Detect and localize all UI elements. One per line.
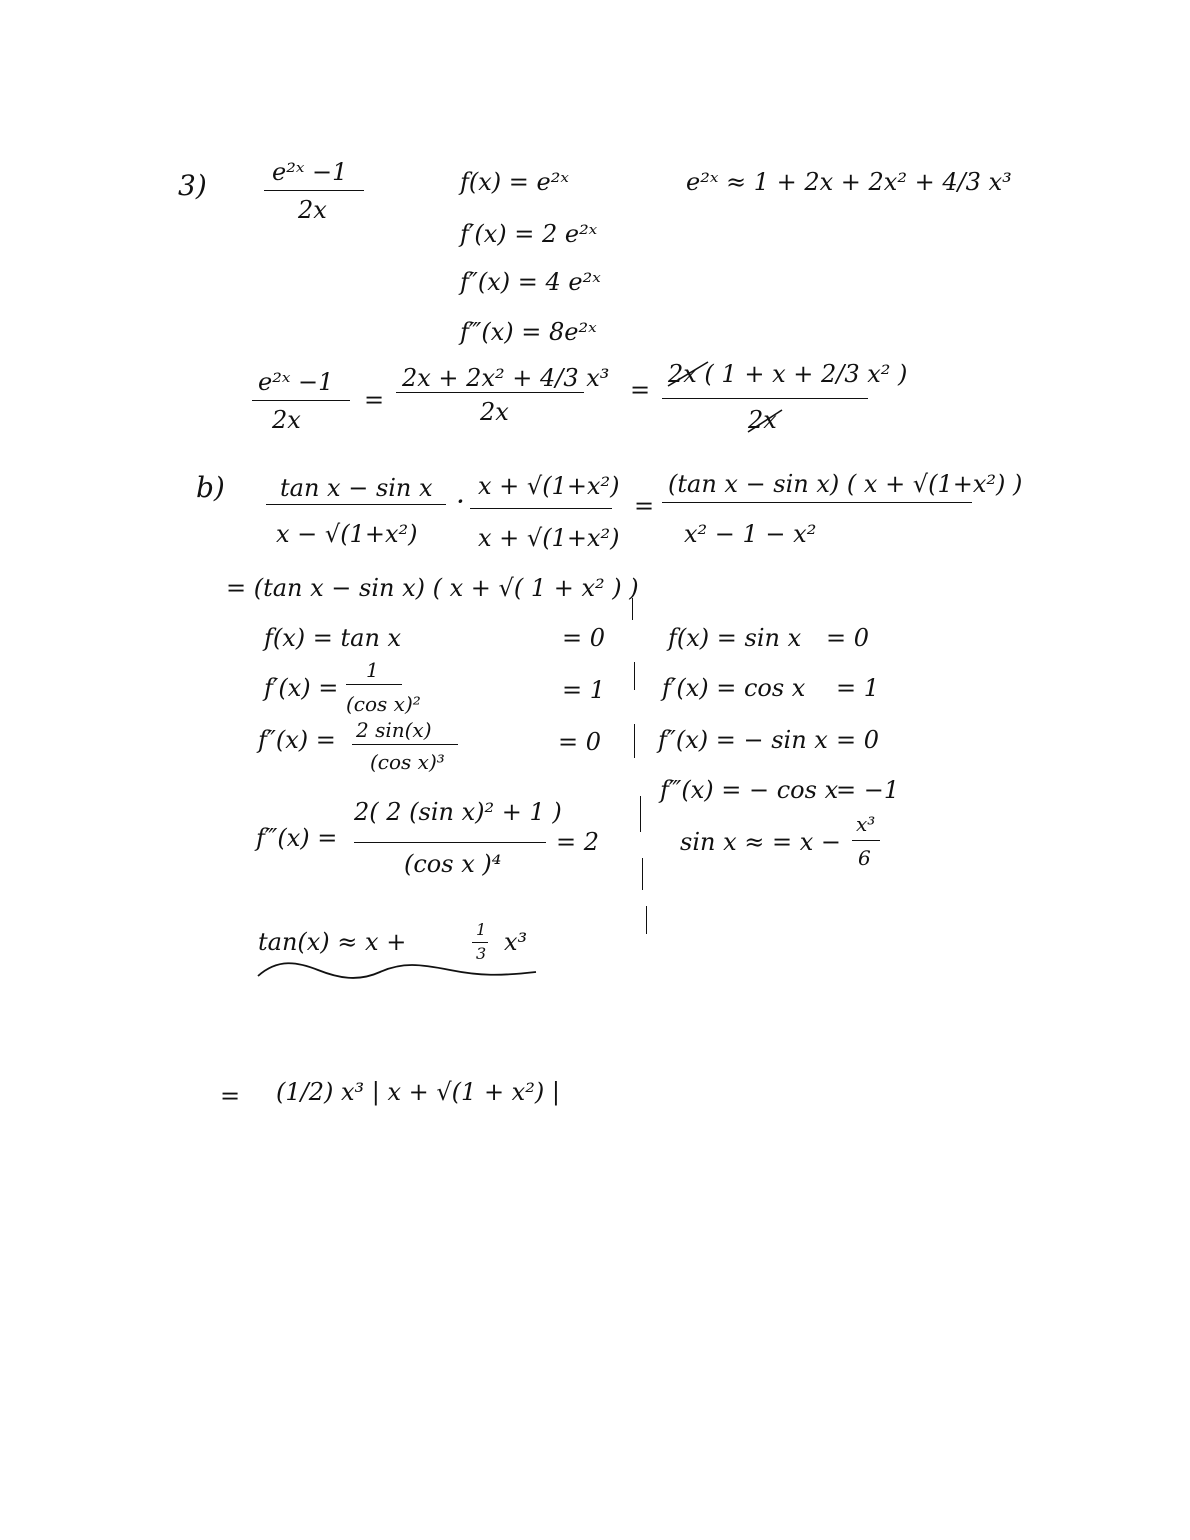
tan-col-f1-denominator: (cos x)²: [346, 692, 421, 716]
tan-series: tan(x) ≈ x +: [258, 928, 407, 956]
part-a-step-equals-1: =: [364, 386, 385, 414]
sin-col-f0: f(x) = sin x: [668, 624, 802, 652]
part-a-step-lhs-numerator: e²ˣ −1: [258, 368, 334, 396]
sin-col-v0: = 0: [826, 624, 870, 652]
tan-col-v1: = 1: [562, 676, 606, 704]
tan-series-coef-numerator: 1: [476, 920, 487, 939]
part-a-expr-denominator: 2x: [298, 196, 327, 224]
part-a-step-equals-2: =: [630, 376, 651, 404]
part-b-frac2-denominator: x + √(1+x²): [478, 524, 620, 552]
tan-col-f0: f(x) = tan x: [264, 624, 402, 652]
part-a-step-rhs-denominator: 2x: [748, 406, 777, 434]
part-b-multiply-dot: ·: [456, 485, 465, 518]
part-a-step-lhs-denominator: 2x: [272, 406, 301, 434]
part-b-frac3-numerator: (tan x − sin x) ( x + √(1+x²) ): [668, 470, 1023, 498]
part-a-step-mid-denominator: 2x: [480, 398, 509, 426]
part-a-taylor-series: e²ˣ ≈ 1 + 2x + 2x² + 4/3 x³: [686, 168, 1012, 196]
part-a-expr-numerator: e²ˣ −1: [272, 158, 348, 186]
tan-col-f3: f‴(x) =: [256, 824, 338, 852]
sin-series-numerator: x³: [856, 812, 876, 836]
part-a-derivative-1: f′(x) = 2 e²ˣ: [460, 220, 598, 248]
part-a-label: 3): [178, 169, 207, 202]
part-a-derivative-2: f″(x) = 4 e²ˣ: [460, 268, 601, 296]
final-expression: (1/2) x³ | x + √(1 + x²) |: [276, 1078, 560, 1106]
sin-col-f1: f′(x) = cos x: [662, 674, 806, 702]
part-b-frac1-denominator: x − √(1+x²): [276, 520, 418, 548]
tan-col-f2-denominator: (cos x)³: [370, 750, 445, 774]
final-equals: =: [220, 1082, 241, 1110]
tan-col-f2-numerator: 2 sin(x): [356, 718, 432, 742]
tan-col-v0: = 0: [562, 624, 606, 652]
tan-series-coef-denominator: 3: [476, 944, 487, 963]
part-a-step-rhs-numerator: 2x ( 1 + x + 2/3 x² ): [668, 360, 908, 388]
tan-col-f1: f′(x) =: [264, 674, 339, 702]
tan-series-tail: x³: [504, 928, 528, 956]
sin-series: sin x ≈ = x −: [680, 828, 841, 856]
part-b-frac2-numerator: x + √(1+x²): [478, 472, 620, 500]
tan-col-v3: = 2: [556, 828, 600, 856]
sin-series-denominator: 6: [858, 846, 871, 870]
tan-col-f3-numerator: 2( 2 (sin x)² + 1 ): [354, 798, 562, 826]
part-a-step-mid-numerator: 2x + 2x² + 4/3 x³: [402, 364, 610, 392]
part-b-equals-1: =: [634, 492, 655, 520]
sin-col-v3: = −1: [836, 776, 900, 804]
sin-col-f2: f″(x) = − sin x: [658, 726, 828, 754]
tan-col-f1-numerator: 1: [366, 658, 379, 682]
part-b-frac1-numerator: tan x − sin x: [280, 474, 433, 502]
part-b-line2: = (tan x − sin x) ( x + √( 1 + x² ) ): [226, 574, 639, 602]
sin-col-v1: = 1: [836, 674, 880, 702]
sin-col-f3: f‴(x) = − cos x: [660, 776, 839, 804]
sin-col-v2: = 0: [836, 726, 880, 754]
tan-col-f2: f″(x) =: [258, 726, 336, 754]
part-a-derivative-3: f‴(x) = 8e²ˣ: [460, 318, 597, 346]
tan-col-v2: = 0: [558, 728, 602, 756]
tan-col-f3-denominator: (cos x )⁴: [404, 850, 502, 878]
part-a-derivative-0: f(x) = e²ˣ: [460, 168, 569, 196]
part-b-label: b): [196, 471, 225, 504]
part-b-frac3-denominator: x² − 1 − x²: [684, 520, 817, 548]
